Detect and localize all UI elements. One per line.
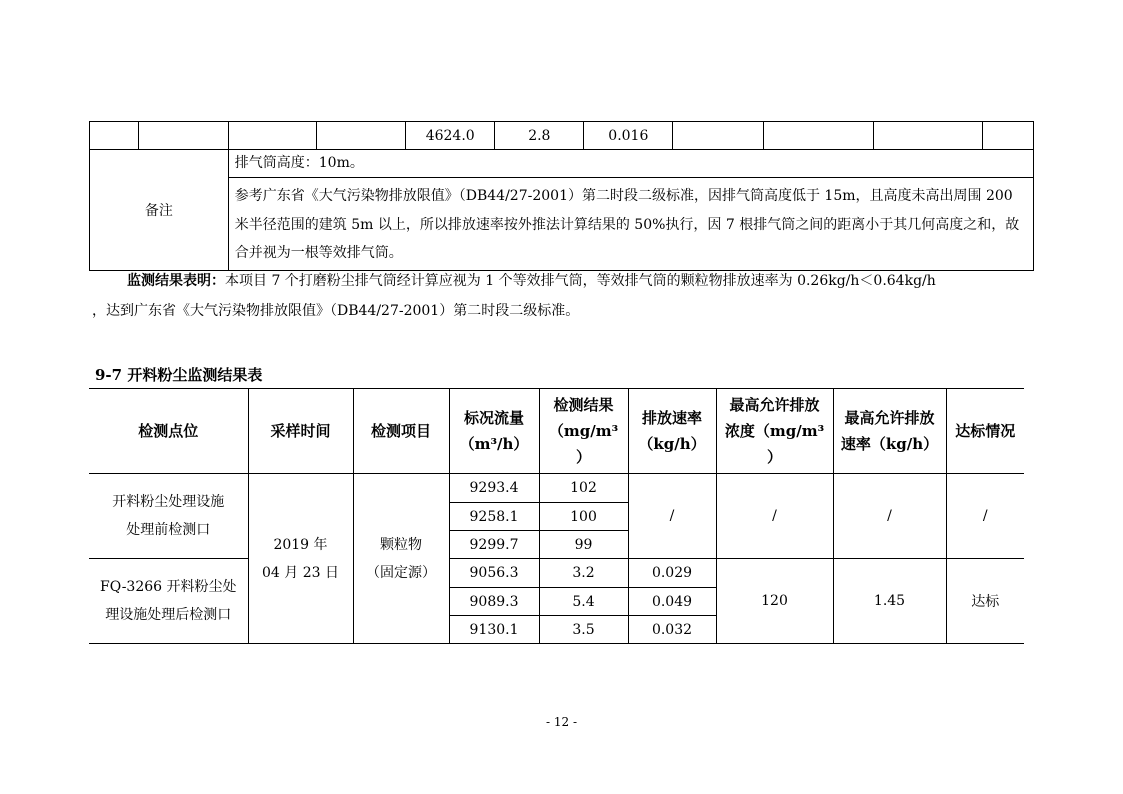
rate-before: /: [628, 474, 716, 559]
header-status: 达标情况: [946, 389, 1024, 474]
table-row: [90, 122, 1034, 150]
header-maxconc-close: ）: [766, 448, 782, 466]
result-cell: 100: [539, 503, 628, 531]
header-max-rate: [833, 389, 946, 474]
header-flow: [449, 389, 539, 474]
header-maxrate-label: 最高允许排放: [844, 409, 935, 427]
emission-table-continued: [89, 121, 1034, 271]
header-point: 检测点位: [89, 389, 248, 474]
rate-cell: 0.049: [628, 588, 716, 616]
remark-label: 备注: [90, 150, 229, 271]
rate-cell: 0.016: [584, 122, 673, 150]
header-result-close: ）: [575, 448, 591, 466]
table-cell: [317, 122, 406, 150]
result-cell: 3.2: [539, 559, 628, 588]
status-before: /: [946, 474, 1024, 559]
header-flow-unit: （m³/h）: [459, 435, 529, 453]
header-item: 检测项目: [353, 389, 449, 474]
status-after: 达标: [946, 559, 1024, 644]
table-cell: [228, 122, 317, 150]
maxconc-after: 120: [716, 559, 833, 644]
dust-monitoring-table: [89, 388, 1024, 644]
table-cell: [138, 122, 228, 150]
flow-cell: 9089.3: [449, 588, 539, 616]
header-rate: [628, 389, 716, 474]
header-flow-label: 标况流量: [463, 409, 524, 427]
conclusion-line-1: [127, 270, 936, 290]
point-after-line1: FQ-3266 开料粉尘处: [99, 579, 237, 595]
table-cell: [673, 122, 764, 150]
header-max-concentration: [716, 389, 833, 474]
test-item: [353, 474, 449, 644]
rate-cell: 0.032: [628, 616, 716, 644]
flow-cell: 4624.0: [406, 122, 495, 150]
header-result-unit: （mg/m³: [548, 422, 619, 440]
header-time: 采样时间: [248, 389, 353, 474]
maxrate-before: /: [833, 474, 946, 559]
flow-cell: 9293.4: [449, 474, 539, 503]
table-row: [90, 150, 1034, 178]
section-title: 9-7 开料粉尘监测结果表: [95, 366, 263, 384]
table-row: [89, 559, 1024, 588]
header-maxconc-label: 最高允许排放: [729, 396, 820, 414]
result-cell: 2.8: [495, 122, 584, 150]
header-rate-unit: （kg/h）: [638, 435, 706, 453]
maxconc-before: /: [716, 474, 833, 559]
result-cell: 102: [539, 474, 628, 503]
table-row: [89, 474, 1024, 503]
remark-paragraph: 参考广东省《大气污染物排放限值》（DB44/27-2001）第二时段二级标准，因排气筒高度低于 15m，且高度未高出周围 200 米半径范围的建筑 5m 以上，所以排放速率按外推法计算结果的 50%执行，因 7 根排气筒之间的距离小于其几何高度之和，故合并视为一根等效排气筒。: [228, 178, 1033, 271]
flow-cell: 9299.7: [449, 531, 539, 559]
header-maxrate-unit: 速率（kg/h）: [840, 435, 939, 453]
header-result: [539, 389, 628, 474]
result-cell: 5.4: [539, 588, 628, 616]
table-row: [90, 178, 1034, 271]
test-item-name: 颗粒物: [380, 536, 422, 553]
conclusion-label: 监测结果表明：: [127, 273, 225, 289]
header-result-label: 检测结果: [553, 396, 614, 414]
point-before: [89, 474, 248, 559]
result-cell: 99: [539, 531, 628, 559]
sampling-date: 04 月 23 日: [262, 564, 339, 581]
point-after-line2: 理设施处理后检测口: [105, 607, 232, 623]
conclusion-line-2: ，达到广东省《大气污染物排放限值》（DB44/27-2001）第二时段二级标准。: [92, 303, 580, 319]
page-number: - 12 -: [545, 715, 577, 729]
flow-cell: 9130.1: [449, 616, 539, 644]
sampling-year: 2019 年: [273, 536, 328, 553]
test-item-type: （固定源）: [366, 564, 436, 581]
maxrate-after: 1.45: [833, 559, 946, 644]
table-cell: [874, 122, 983, 150]
point-before-line1: 开料粉尘处理设施: [112, 494, 225, 510]
flow-cell: 9056.3: [449, 559, 539, 588]
table-header-row: [89, 389, 1024, 474]
point-before-line2: 处理前检测口: [126, 522, 211, 538]
table-cell: [983, 122, 1034, 150]
result-cell: 3.5: [539, 616, 628, 644]
header-maxconc-unit: 浓度（mg/m³: [724, 422, 825, 440]
header-rate-label: 排放速率: [641, 409, 702, 427]
point-after: [89, 559, 248, 644]
sampling-time: [248, 474, 353, 644]
flow-cell: 9258.1: [449, 503, 539, 531]
remark-line: 排气筒高度：10m。: [228, 150, 1033, 178]
table-cell: [763, 122, 873, 150]
conclusion-text: 本项目 7 个打磨粉尘排气筒经计算应视为 1 个等效排气筒，等效排气筒的颗粒物排放速率为 0.26kg/h＜0.64kg/h: [225, 273, 936, 289]
table-cell: [90, 122, 139, 150]
rate-cell: 0.029: [628, 559, 716, 588]
